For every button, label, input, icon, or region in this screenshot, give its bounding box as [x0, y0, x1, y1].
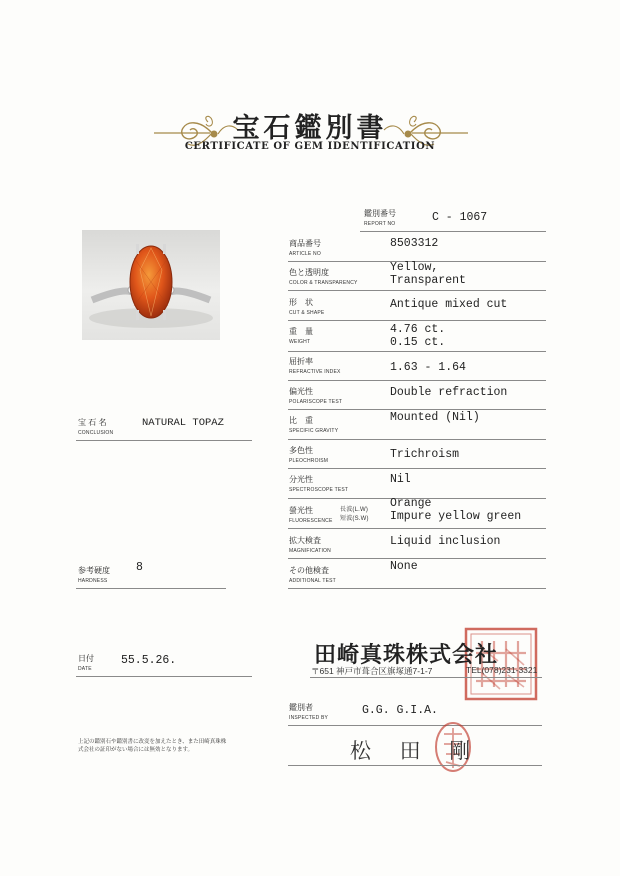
divider — [76, 588, 226, 589]
field-label-jp: 形 状 — [289, 298, 313, 307]
divider — [360, 231, 546, 232]
shortwave-label: 短波(S.W) — [340, 516, 369, 522]
field-value: Mounted (Nil) — [390, 411, 480, 424]
conclusion-label-jp: 宝 石 名 — [78, 418, 107, 427]
disclaimer-text: 上記の鑑別石や鑑別書に改変を加えたとき、また田崎真珠株式会社の証印がない場合には無効となります。 — [78, 739, 227, 753]
divider — [288, 380, 546, 381]
field-label-en: SPECTROSCOPE TEST — [289, 487, 349, 493]
company-phone: TEL(078)231-3321 — [466, 665, 538, 675]
longwave-label: 長波(L.W) — [340, 507, 369, 513]
field-label-en: ARTICLE NO — [289, 251, 321, 257]
field-value: Orange Impure yellow green — [390, 497, 522, 523]
field-label-en: POLARISCOPE TEST — [289, 399, 343, 405]
field-value: Antique mixed cut — [390, 298, 508, 311]
divider — [288, 725, 542, 726]
field-label-en: MAGNIFICATION — [289, 548, 331, 554]
field-value: Yellow, Transparent — [390, 261, 466, 287]
divider — [288, 351, 546, 352]
gem-photo — [82, 230, 220, 340]
divider — [76, 676, 252, 677]
report-no-label-jp: 鑑別番号 — [364, 209, 396, 218]
field-label-en: SPECIFIC GRAVITY — [289, 428, 339, 434]
field-label-en: COLOR & TRANSPARENCY — [289, 280, 358, 286]
field-label-jp: 商品番号 — [289, 239, 321, 248]
divider — [288, 439, 546, 440]
field-value: Nil — [390, 473, 411, 486]
field-label-en: REFRACTIVE INDEX — [289, 369, 341, 375]
field-value: 1.63 - 1.64 — [390, 361, 466, 374]
date-label-jp: 日付 — [78, 654, 94, 663]
field-label-jp: 偏光性 — [289, 387, 313, 396]
field-value: 8503312 — [390, 237, 439, 250]
inspector-signature: 松 田 剛 — [350, 739, 482, 763]
hardness-label-jp: 参考硬度 — [78, 566, 110, 575]
field-label-jp: 多色性 — [289, 446, 313, 455]
field-label-jp: 色と透明度 — [289, 268, 329, 277]
field-label-jp: 分光性 — [289, 475, 313, 484]
divider — [288, 409, 546, 410]
field-value: None — [390, 560, 418, 573]
divider — [288, 528, 546, 529]
field-label-jp: その他検査 — [289, 566, 329, 575]
conclusion-label-en: CONCLUSION — [78, 430, 114, 436]
field-label-en: WEIGHT — [289, 339, 311, 345]
date-label-en: DATE — [78, 666, 92, 672]
company-name: 田崎真珠株式会社 — [314, 643, 499, 668]
inspector-value: G.G. G.I.A. — [362, 704, 438, 717]
certificate-title-jp: 宝石鑑別書 — [232, 113, 388, 144]
divider — [288, 290, 546, 291]
field-value: Double refraction — [390, 386, 508, 399]
field-value: 4.76 ct. 0.15 ct. — [390, 323, 446, 349]
report-no-label-en: REPORT NO — [364, 221, 396, 227]
conclusion-value: NATURAL TOPAZ — [142, 417, 224, 429]
divider — [310, 677, 542, 678]
field-label-en: ADDITIONAL TEST — [289, 578, 336, 584]
field-label-jp: 螢光性 — [289, 506, 313, 515]
inspector-label-jp: 鑑別者 — [289, 703, 313, 712]
report-no-value: C - 1067 — [432, 211, 488, 224]
inspector-label-en: INSPECTED BY — [289, 715, 329, 721]
field-value: Trichroism — [390, 448, 460, 461]
hardness-value: 8 — [136, 561, 143, 574]
divider — [76, 440, 252, 441]
divider — [288, 320, 546, 321]
field-label-jp: 重 量 — [289, 327, 313, 336]
hardness-label-en: HARDNESS — [78, 578, 108, 584]
company-address: 〒651 神戸市葺合区旗塚通7-1-7 — [311, 666, 433, 676]
field-label-en: PLEOCHROISM — [289, 458, 329, 464]
field-label-en: CUT & SHAPE — [289, 310, 325, 316]
date-value: 55.5.26. — [121, 654, 177, 667]
divider — [288, 468, 546, 469]
field-label-en: FLUORESCENCE — [289, 518, 333, 524]
field-label-jp: 屈折率 — [289, 357, 313, 366]
field-value: Liquid inclusion — [390, 535, 501, 548]
divider — [288, 558, 546, 559]
certificate-title-en: CERTIFICATE OF GEM IDENTIFICATION — [184, 141, 436, 152]
field-label-jp: 比 重 — [289, 416, 313, 425]
divider — [288, 588, 546, 589]
field-label-jp: 拡大検査 — [289, 536, 321, 545]
divider — [288, 765, 542, 766]
